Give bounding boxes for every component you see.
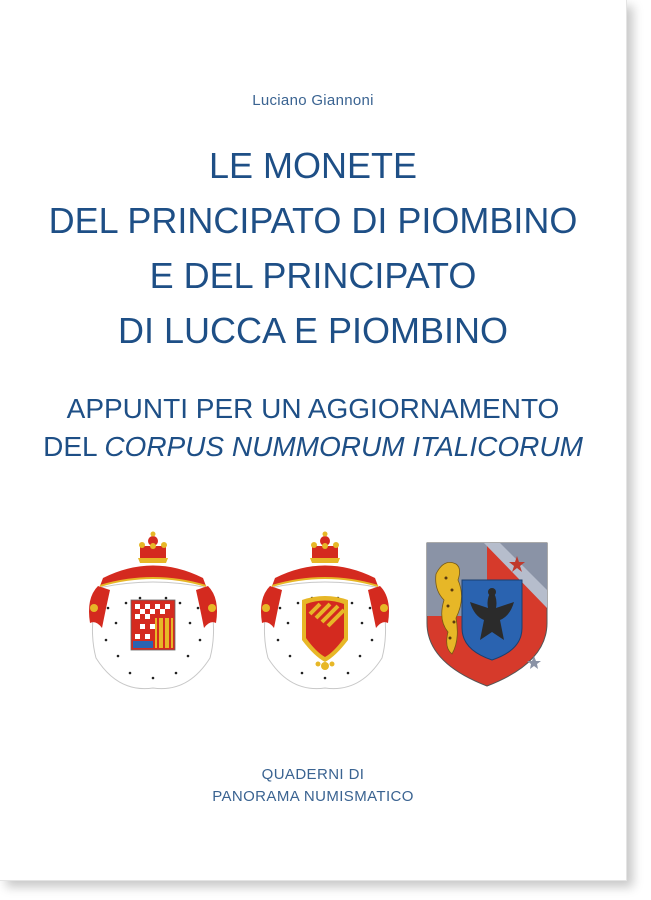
crown-icon (138, 532, 168, 564)
title-line-2: DEL PRINCIPATO DI PIOMBINO (48, 200, 578, 241)
subtitle-line-2 (0, 428, 626, 466)
title-line-3: E DEL PRINCIPATO (149, 255, 477, 296)
subtitle-line-2-prefix: DEL (43, 431, 105, 462)
book-subtitle (0, 390, 626, 466)
author-name: Luciano Giannoni (252, 92, 374, 109)
coat-of-arms-icon (250, 528, 400, 693)
shield-eagle-icon (422, 528, 552, 693)
series-line-2: PANORAMA NUMISMATICO (212, 788, 414, 805)
coat-of-arms-icon (78, 528, 228, 693)
crown-icon (310, 532, 340, 564)
subtitle-line-2-italic: CORPUS NUMMORUM ITALICORUM (104, 431, 583, 462)
title-line-1: LE MONETE (208, 145, 418, 186)
title-line-4: DI LUCCA E PIOMBINO (117, 310, 509, 351)
series-title (0, 764, 626, 808)
subtitle-line-1: APPUNTI PER UN AGGIORNAMENTO (66, 393, 560, 424)
series-line-1: QUADERNI DI (261, 766, 365, 783)
book-title (0, 138, 626, 358)
